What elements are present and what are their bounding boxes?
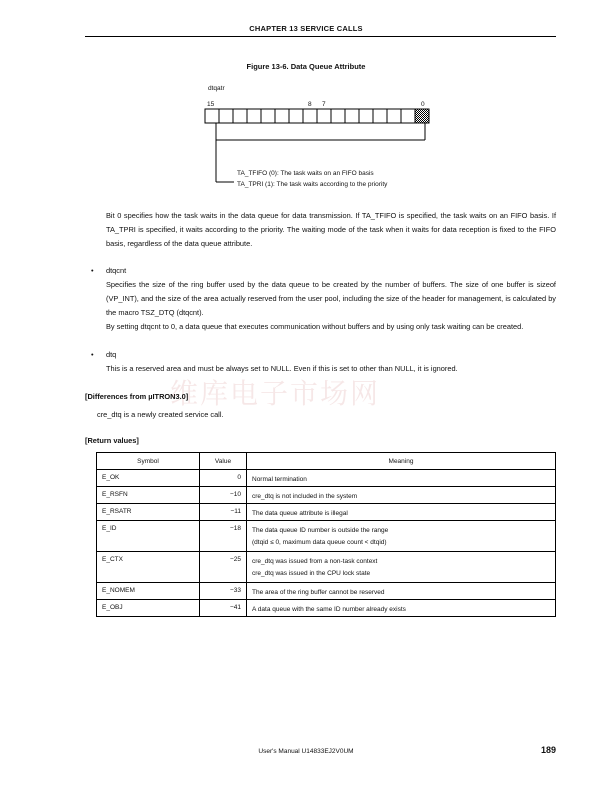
bit-label-7: 7 <box>322 101 326 108</box>
dtq-description: This is a reserved area and must be always set to NULL. Even if this is set to other than NULL, it is ignored. <box>106 364 458 373</box>
bit-cell-4 <box>359 109 373 123</box>
value-cell: −25 <box>200 552 247 583</box>
column-symbol: Symbol <box>97 453 200 470</box>
meaning-cell <box>247 583 556 600</box>
figure-notes <box>237 168 387 190</box>
table-row <box>97 583 556 600</box>
meaning-cell <box>247 470 556 487</box>
bit-label-15: 15 <box>207 101 215 108</box>
register-name: dtqatr <box>208 85 225 92</box>
bit-cell-12 <box>247 109 261 123</box>
meaning-cell <box>247 552 556 583</box>
meaning-line: The data queue ID number is outside the range <box>252 527 389 534</box>
meaning-line: The area of the ring buffer cannot be reserved <box>252 589 385 596</box>
symbol-cell: E_CTX <box>97 552 200 583</box>
dtqcnt-description-1: Specifies the size of the ring buffer used by the data queue to be created by the number of buffers. The size of one buffer is sizeof (VP_INT), and the size of the area actually reserved from the user pool, including the size of the header for management, is calculated by the macro TSZ_DTQ (dtqcnt). <box>106 280 556 317</box>
footer-manual: User's Manual U14833EJ2V0UM <box>258 748 354 755</box>
note-tpri: TA_TPRI (1): The task waits according to the priority <box>237 181 388 188</box>
return-values-table <box>96 452 556 617</box>
symbol-cell: E_NOMEM <box>97 583 200 600</box>
value-cell: −41 <box>200 600 247 617</box>
bit-cell-5 <box>345 109 359 123</box>
bit-cell-6 <box>331 109 345 123</box>
meaning-cell <box>247 521 556 552</box>
table-row <box>97 470 556 487</box>
column-meaning: Meaning <box>247 453 556 470</box>
bit-cell-15 <box>205 109 219 123</box>
bit-cell-8 <box>303 109 317 123</box>
symbol-cell: E_OK <box>97 470 200 487</box>
bit-label-8: 8 <box>308 101 312 108</box>
bullet-dtqcnt: • <box>91 266 94 275</box>
return-values-heading: [Return values] <box>85 436 139 445</box>
bit-cell-9 <box>289 109 303 123</box>
symbol-cell: E_RSFN <box>97 487 200 504</box>
table-row <box>97 600 556 617</box>
bit-cell-1 <box>401 109 415 123</box>
meaning-line: The data queue attribute is illegal <box>252 510 348 517</box>
table-header-row <box>97 453 556 470</box>
differences-heading: [Differences from µITRON3.0] <box>85 392 189 401</box>
term-dtq: dtq <box>106 350 117 359</box>
figure-title: Figure 13-6. Data Queue Attribute <box>246 62 366 71</box>
register-bit-cells <box>205 109 429 123</box>
meaning-line: (dtqid ≤ 0, maximum data queue count < dtqid) <box>252 539 387 546</box>
bit-cell-13 <box>233 109 247 123</box>
table-row <box>97 521 556 552</box>
meaning-cell <box>247 600 556 617</box>
bit0-paragraph: Bit 0 specifies how the task waits in the data queue for data transmission. If TA_TFIFO is specified, the task waits on an FIFO basis. If TA_TPRI is specified, it waits according to the priority. The waiting mode of the task when it waits for data reception is fixed to the FIFO basis, regardless of the data queue attribute. <box>106 211 556 248</box>
value-cell: −18 <box>200 521 247 552</box>
bit-cell-7 <box>317 109 331 123</box>
table-row <box>97 552 556 583</box>
value-cell: 0 <box>200 470 247 487</box>
table-row <box>97 504 556 521</box>
value-cell: −33 <box>200 583 247 600</box>
bit-cell-10 <box>275 109 289 123</box>
note-tfifo: TA_TFIFO (0): The task waits on an FIFO basis <box>237 170 374 177</box>
term-dtqcnt: dtqcnt <box>106 266 127 275</box>
meaning-line: Normal termination <box>252 476 307 483</box>
meaning-line: cre_dtq is not included in the system <box>252 493 358 500</box>
symbol-cell: E_OBJ <box>97 600 200 617</box>
header-rule <box>85 36 556 37</box>
dtqcnt-description-2: By setting dtqcnt to 0, a data queue that executes communication without buffers and by using only task waiting can be created. <box>106 322 524 331</box>
symbol-cell: E_RSATR <box>97 504 200 521</box>
bit-cell-3 <box>373 109 387 123</box>
value-cell: −10 <box>200 487 247 504</box>
watermark: 维库电子市场网 <box>170 377 381 410</box>
chapter-header: CHAPTER 13 SERVICE CALLS <box>249 24 363 33</box>
table-row <box>97 487 556 504</box>
bit-cell-14 <box>219 109 233 123</box>
bullet-dtq: • <box>91 350 94 359</box>
value-cell: −11 <box>200 504 247 521</box>
differences-text: cre_dtq is a newly created service call. <box>97 410 224 419</box>
meaning-line: A data queue with the same ID number already exists <box>252 606 406 613</box>
bit-cell-2 <box>387 109 401 123</box>
bit-label-0: 0 <box>421 101 425 108</box>
meaning-cell <box>247 487 556 504</box>
meaning-cell <box>247 504 556 521</box>
bit-cell-11 <box>261 109 275 123</box>
meaning-line: cre_dtq was issued in the CPU lock state <box>252 570 371 577</box>
column-value: Value <box>200 453 247 470</box>
meaning-line: cre_dtq was issued from a non-task context <box>252 558 378 565</box>
symbol-cell: E_ID <box>97 521 200 552</box>
page-number: 189 <box>540 745 556 755</box>
bit-cell-0 <box>415 109 429 123</box>
